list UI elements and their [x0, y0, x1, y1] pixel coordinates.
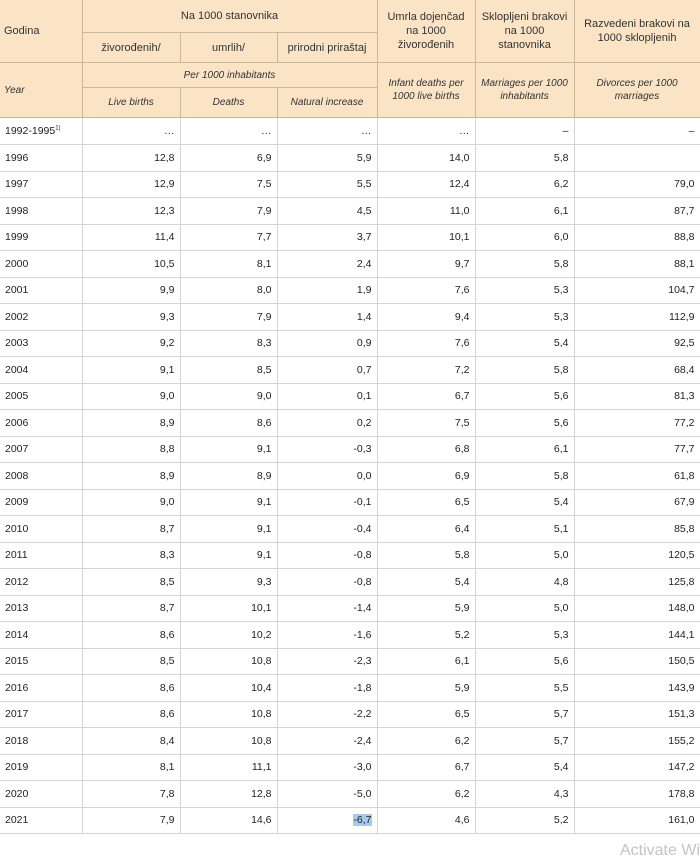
- marriages-cell: 4,3: [475, 781, 574, 808]
- infant-deaths-cell: 5,4: [377, 569, 475, 596]
- divorces-cell: 151,3: [574, 701, 700, 728]
- marriages-cell: 5,0: [475, 595, 574, 622]
- marriages-cell: 5,8: [475, 145, 574, 172]
- live-births-cell: 8,6: [82, 622, 180, 649]
- deaths-cell: 6,9: [180, 145, 277, 172]
- header-natural-increase-hr: prirodni priraštaj: [277, 33, 377, 63]
- marriages-cell: –: [475, 118, 574, 145]
- marriages-cell: 5,6: [475, 410, 574, 437]
- table-row: [0, 304, 700, 331]
- marriages-cell: 5,6: [475, 648, 574, 675]
- table-row: [0, 569, 700, 596]
- natural-increase-cell: 0,2: [277, 410, 377, 437]
- deaths-cell: 14,6: [180, 807, 277, 834]
- deaths-cell: 10,8: [180, 648, 277, 675]
- deaths-cell: 10,8: [180, 701, 277, 728]
- infant-deaths-cell: 7,6: [377, 330, 475, 357]
- live-births-cell: 9,9: [82, 277, 180, 304]
- marriages-cell: 5,8: [475, 357, 574, 384]
- natural-increase-cell: 0,1: [277, 383, 377, 410]
- marriages-cell: 5,2: [475, 807, 574, 834]
- divorces-cell: 155,2: [574, 728, 700, 755]
- marriages-cell: 6,0: [475, 224, 574, 251]
- divorces-cell: 147,2: [574, 754, 700, 781]
- table-row: [0, 489, 700, 516]
- deaths-cell: 7,7: [180, 224, 277, 251]
- header-marriages-en: Marriages per 1000 inhabitants: [475, 63, 574, 118]
- infant-deaths-cell: 7,2: [377, 357, 475, 384]
- year-cell: 2017: [0, 701, 82, 728]
- natural-increase-cell: -2,3: [277, 648, 377, 675]
- live-births-cell: 8,8: [82, 436, 180, 463]
- deaths-cell: 10,2: [180, 622, 277, 649]
- year-cell: 1996: [0, 145, 82, 172]
- live-births-cell: 8,5: [82, 569, 180, 596]
- table-row: [0, 171, 700, 198]
- natural-increase-cell: 1,9: [277, 277, 377, 304]
- live-births-cell: 8,7: [82, 595, 180, 622]
- infant-deaths-cell: 6,1: [377, 648, 475, 675]
- header-infant-en: Infant deaths per 1000 live births: [377, 63, 475, 118]
- table-row: [0, 542, 700, 569]
- table-row: [0, 145, 700, 172]
- year-cell: 2000: [0, 251, 82, 278]
- year-cell: 2010: [0, 516, 82, 543]
- activate-windows-watermark: Activate Wi: [619, 842, 700, 859]
- divorces-cell: 77,7: [574, 436, 700, 463]
- table-row: [0, 675, 700, 702]
- marriages-cell: 5,8: [475, 463, 574, 490]
- year-cell: 2004: [0, 357, 82, 384]
- natural-increase-cell: 0,0: [277, 463, 377, 490]
- marriages-cell: 6,1: [475, 198, 574, 225]
- deaths-cell: 12,8: [180, 781, 277, 808]
- year-cell: 2006: [0, 410, 82, 437]
- deaths-cell: 7,9: [180, 198, 277, 225]
- infant-deaths-cell: 12,4: [377, 171, 475, 198]
- marriages-cell: 5,7: [475, 701, 574, 728]
- live-births-cell: 8,6: [82, 675, 180, 702]
- live-births-cell: 8,7: [82, 516, 180, 543]
- deaths-cell: 8,1: [180, 251, 277, 278]
- live-births-cell: 9,1: [82, 357, 180, 384]
- header-natural-increase-en: Natural increase: [277, 88, 377, 118]
- infant-deaths-cell: 6,7: [377, 754, 475, 781]
- divorces-cell: 178,8: [574, 781, 700, 808]
- natural-increase-cell: -2,2: [277, 701, 377, 728]
- header-year-en: Year: [0, 63, 82, 118]
- natural-increase-cell: 3,7: [277, 224, 377, 251]
- infant-deaths-cell: 6,8: [377, 436, 475, 463]
- infant-deaths-cell: 9,7: [377, 251, 475, 278]
- divorces-cell: 61,8: [574, 463, 700, 490]
- year-cell: 2020: [0, 781, 82, 808]
- header-per1000-hr: Na 1000 stanovnika: [82, 0, 377, 33]
- natural-increase-cell: -0,3: [277, 436, 377, 463]
- marriages-cell: 5,1: [475, 516, 574, 543]
- infant-deaths-cell: …: [377, 118, 475, 145]
- header-year-hr: Godina: [0, 0, 82, 63]
- divorces-cell: 87,7: [574, 198, 700, 225]
- marriages-cell: 4,8: [475, 569, 574, 596]
- live-births-cell: 8,9: [82, 410, 180, 437]
- table-row: [0, 516, 700, 543]
- live-births-cell: 8,3: [82, 542, 180, 569]
- year-cell: 2013: [0, 595, 82, 622]
- infant-deaths-cell: 11,0: [377, 198, 475, 225]
- year-cell: 1999: [0, 224, 82, 251]
- divorces-cell: 120,5: [574, 542, 700, 569]
- natural-increase-cell: 5,9: [277, 145, 377, 172]
- infant-deaths-cell: 4,6: [377, 807, 475, 834]
- live-births-cell: 9,2: [82, 330, 180, 357]
- divorces-cell: 85,8: [574, 516, 700, 543]
- deaths-cell: 7,5: [180, 171, 277, 198]
- natural-increase-cell: 0,7: [277, 357, 377, 384]
- deaths-cell: 9,1: [180, 516, 277, 543]
- table-row: [0, 224, 700, 251]
- deaths-cell: 8,0: [180, 277, 277, 304]
- natural-increase-cell: -1,4: [277, 595, 377, 622]
- marriages-cell: 5,4: [475, 754, 574, 781]
- marriages-cell: 5,0: [475, 542, 574, 569]
- marriages-cell: 5,8: [475, 251, 574, 278]
- divorces-cell: 79,0: [574, 171, 700, 198]
- year-cell: 2007: [0, 436, 82, 463]
- divorces-cell: 112,9: [574, 304, 700, 331]
- infant-deaths-cell: 14,0: [377, 145, 475, 172]
- divorces-cell: 148,0: [574, 595, 700, 622]
- deaths-cell: 9,1: [180, 489, 277, 516]
- infant-deaths-cell: 5,9: [377, 675, 475, 702]
- year-cell: 2001: [0, 277, 82, 304]
- natural-increase-cell: -1,6: [277, 622, 377, 649]
- natural-increase-cell: 4,5: [277, 198, 377, 225]
- deaths-cell: 7,9: [180, 304, 277, 331]
- selected-value[interactable]: -6,7: [353, 814, 372, 827]
- year-cell: 2018: [0, 728, 82, 755]
- deaths-cell: 11,1: [180, 754, 277, 781]
- year-cell: 2011: [0, 542, 82, 569]
- year-cell: 1992-1995$^{1)}$: [0, 118, 82, 145]
- divorces-cell: 143,9: [574, 675, 700, 702]
- infant-deaths-cell: 6,4: [377, 516, 475, 543]
- natural-increase-cell: -5,0: [277, 781, 377, 808]
- infant-deaths-cell: 6,5: [377, 701, 475, 728]
- year-cell: 2005: [0, 383, 82, 410]
- header-per1000-en: Per 1000 inhabitants: [82, 63, 377, 88]
- table-row: [0, 754, 700, 781]
- table-row: [0, 198, 700, 225]
- natural-increase-cell: -3,0: [277, 754, 377, 781]
- divorces-cell: 104,7: [574, 277, 700, 304]
- infant-deaths-cell: 10,1: [377, 224, 475, 251]
- live-births-cell: 12,9: [82, 171, 180, 198]
- year-cell: 2012: [0, 569, 82, 596]
- live-births-cell: 11,4: [82, 224, 180, 251]
- deaths-cell: 8,9: [180, 463, 277, 490]
- year-cell: 2021: [0, 807, 82, 834]
- marriages-cell: 6,2: [475, 171, 574, 198]
- marriages-cell: 6,1: [475, 436, 574, 463]
- table-row: [0, 701, 700, 728]
- deaths-cell: 8,6: [180, 410, 277, 437]
- table-row: [0, 728, 700, 755]
- divorces-cell: 144,1: [574, 622, 700, 649]
- deaths-cell: 8,5: [180, 357, 277, 384]
- live-births-cell: 8,5: [82, 648, 180, 675]
- marriages-cell: 5,3: [475, 304, 574, 331]
- natural-increase-cell: 1,4: [277, 304, 377, 331]
- header-divorces-en: Divorces per 1000 marriages: [574, 63, 700, 118]
- table-row: [0, 807, 700, 834]
- live-births-cell: 8,6: [82, 701, 180, 728]
- infant-deaths-cell: 6,7: [377, 383, 475, 410]
- deaths-cell: 9,3: [180, 569, 277, 596]
- natural-increase-cell: -2,4: [277, 728, 377, 755]
- divorces-cell: 88,1: [574, 251, 700, 278]
- year-cell: 2015: [0, 648, 82, 675]
- footnote-marker: 1): [55, 125, 61, 132]
- natural-increase-cell: …: [277, 118, 377, 145]
- divorces-cell: 77,2: [574, 410, 700, 437]
- marriages-cell: 5,4: [475, 330, 574, 357]
- live-births-cell: 9,0: [82, 489, 180, 516]
- table-row: [0, 622, 700, 649]
- deaths-cell: 10,4: [180, 675, 277, 702]
- infant-deaths-cell: 5,2: [377, 622, 475, 649]
- table-row: [0, 330, 700, 357]
- live-births-cell: 12,8: [82, 145, 180, 172]
- live-births-cell: 8,1: [82, 754, 180, 781]
- infant-deaths-cell: 6,9: [377, 463, 475, 490]
- natural-increase-cell: -0,4: [277, 516, 377, 543]
- natural-increase-cell: -0,1: [277, 489, 377, 516]
- marriages-cell: 5,6: [475, 383, 574, 410]
- divorces-cell: 68,4: [574, 357, 700, 384]
- infant-deaths-cell: 5,9: [377, 595, 475, 622]
- table-row: [0, 118, 700, 145]
- deaths-cell: 10,8: [180, 728, 277, 755]
- table-row: [0, 781, 700, 808]
- year-cell: 2009: [0, 489, 82, 516]
- year-cell: 1998: [0, 198, 82, 225]
- infant-deaths-cell: 7,6: [377, 277, 475, 304]
- year-cell: 2014: [0, 622, 82, 649]
- natural-increase-cell: 0,9: [277, 330, 377, 357]
- infant-deaths-cell: 6,2: [377, 728, 475, 755]
- deaths-cell: 9,1: [180, 542, 277, 569]
- table-row: [0, 277, 700, 304]
- year-cell: 1997: [0, 171, 82, 198]
- marriages-cell: 5,3: [475, 622, 574, 649]
- year-cell: 2019: [0, 754, 82, 781]
- table-row: [0, 436, 700, 463]
- divorces-cell: 81,3: [574, 383, 700, 410]
- natural-increase-cell: -0,8: [277, 569, 377, 596]
- divorces-cell: 161,0: [574, 807, 700, 834]
- marriages-cell: 5,3: [475, 277, 574, 304]
- live-births-cell: 7,8: [82, 781, 180, 808]
- infant-deaths-cell: 6,5: [377, 489, 475, 516]
- natural-increase-cell: [277, 807, 377, 834]
- live-births-cell: …: [82, 118, 180, 145]
- infant-deaths-cell: 5,8: [377, 542, 475, 569]
- natural-increase-cell: 5,5: [277, 171, 377, 198]
- divorces-cell: 125,8: [574, 569, 700, 596]
- year-cell: 2002: [0, 304, 82, 331]
- table-row: [0, 251, 700, 278]
- infant-deaths-cell: 7,5: [377, 410, 475, 437]
- deaths-cell: 8,3: [180, 330, 277, 357]
- header-deaths-en: Deaths: [180, 88, 277, 118]
- table-row: [0, 463, 700, 490]
- divorces-cell: 67,9: [574, 489, 700, 516]
- infant-deaths-cell: 6,2: [377, 781, 475, 808]
- divorces-cell: 88,8: [574, 224, 700, 251]
- natural-increase-cell: 2,4: [277, 251, 377, 278]
- table-row: [0, 595, 700, 622]
- header-marriages-hr: Sklopljeni brakovi na 1000 stanovnika: [475, 0, 574, 63]
- deaths-cell: …: [180, 118, 277, 145]
- deaths-cell: 9,0: [180, 383, 277, 410]
- table-row: [0, 648, 700, 675]
- marriages-cell: 5,5: [475, 675, 574, 702]
- marriages-cell: 5,4: [475, 489, 574, 516]
- live-births-cell: 9,3: [82, 304, 180, 331]
- header-deaths-hr: umrlih/: [180, 33, 277, 63]
- table-row: [0, 357, 700, 384]
- divorces-cell: [574, 145, 700, 172]
- year-cell: 2003: [0, 330, 82, 357]
- live-births-cell: 8,9: [82, 463, 180, 490]
- divorces-cell: –: [574, 118, 700, 145]
- deaths-cell: 10,1: [180, 595, 277, 622]
- divorces-cell: 150,5: [574, 648, 700, 675]
- natural-increase-cell: -1,8: [277, 675, 377, 702]
- marriages-cell: 5,7: [475, 728, 574, 755]
- live-births-cell: 12,3: [82, 198, 180, 225]
- natural-increase-cell: -0,8: [277, 542, 377, 569]
- header-divorces-hr: Razvedeni brakovi na 1000 sklopljenih: [574, 0, 700, 63]
- table-row: [0, 383, 700, 410]
- header-live-births-en: Live births: [82, 88, 180, 118]
- table-row: [0, 410, 700, 437]
- infant-deaths-cell: 9,4: [377, 304, 475, 331]
- divorces-cell: 92,5: [574, 330, 700, 357]
- deaths-cell: 9,1: [180, 436, 277, 463]
- live-births-cell: 9,0: [82, 383, 180, 410]
- header-live-births-hr: živorođenih/: [82, 33, 180, 63]
- live-births-cell: 8,4: [82, 728, 180, 755]
- live-births-cell: 7,9: [82, 807, 180, 834]
- header-infant-hr: Umrla dojenčad na 1000 živorođenih: [377, 0, 475, 63]
- live-births-cell: 10,5: [82, 251, 180, 278]
- year-cell: 2008: [0, 463, 82, 490]
- year-cell: 2016: [0, 675, 82, 702]
